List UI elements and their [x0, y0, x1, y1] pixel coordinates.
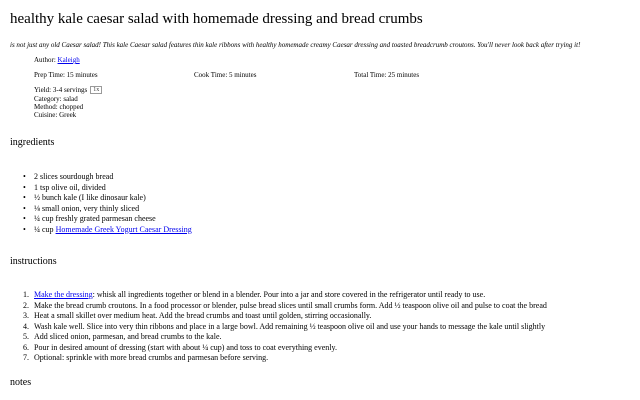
bullet-icon: •	[23, 224, 26, 234]
bullet-icon: •	[23, 193, 26, 202]
step-number: 4.	[23, 321, 29, 331]
step-number: 2.	[23, 300, 29, 310]
step-number: 5.	[23, 332, 29, 341]
recipe-title: healthy kale caesar salad with homemade dressing and bread crumbs	[10, 11, 423, 27]
instruction-step: 4. Wash kale well. Slice into very thin ribbons and place in a large bowl. Add remaining ½ teaspoon olive oil and use your hands to message the kale until slightly	[23, 321, 546, 331]
ingredient-item: • 1 tsp olive oil, divided	[23, 182, 106, 192]
recipe-summary: is not just any old Caesar salad! This kale Caesar salad features thin kale ribbons with healthy homemade creamy Caesar dressing and toasted breadcrumb croutons. You'll never look back after trying it!	[10, 41, 581, 49]
author-link[interactable]: Kaleigh	[57, 56, 80, 64]
instruction-step: 3. Heat a small skillet over medium heat. Add the bread crumbs and toast until golden, stirring occasionally.	[23, 311, 372, 320]
bullet-icon: •	[23, 172, 26, 181]
instruction-step: 7. Optional: sprinkle with more bread crumbs and parmesan before serving.	[23, 353, 269, 362]
yield-text: Yield: 3-4 servings	[34, 86, 88, 94]
instructions-heading: instructions	[10, 256, 57, 267]
instruction-step: 5. Add sliced onion, parmesan, and bread crumbs to the kale.	[23, 332, 222, 341]
ingredient-item: • ¼ cup Homemade Greek Yogurt Caesar Dressing	[23, 224, 192, 234]
cook-time: Cook Time: 5 minutes	[194, 71, 257, 79]
ingredients-list	[0, 172, 192, 235]
ingredient-item: • ⅛ small onion, very thinly sliced	[23, 203, 140, 213]
instruction-step: 6. Pour in desired amount of dressing (start with about ¼ cup) and toss to coat everything evenly.	[23, 342, 337, 352]
total-time: Total Time: 25 minutes	[354, 71, 420, 79]
notes-heading: notes	[10, 377, 32, 388]
method: Method: chopped	[34, 103, 84, 111]
scale-1x-button[interactable]: 1x	[90, 86, 102, 94]
step-number: 3.	[23, 311, 29, 320]
ingredient-item: • ¼ cup freshly grated parmesan cheese	[23, 214, 156, 223]
ingredients-heading: ingredients	[10, 137, 55, 148]
step-number: 7.	[23, 353, 29, 362]
make-dressing-link[interactable]: Make the dressing	[34, 290, 93, 299]
step-number: 1.	[23, 290, 29, 299]
cuisine: Cuisine: Greek	[34, 111, 77, 119]
yield-line	[34, 86, 102, 94]
instruction-step: 2. Make the bread crumb croutons. In a food processor or blender, pulse bread slices until small crumbs form. Add ½ teaspoon olive oil and pulse to coat the bread	[23, 300, 547, 310]
bullet-icon: •	[23, 182, 26, 192]
instructions-list	[0, 290, 547, 364]
instruction-step: 1. Make the dressing: whisk all ingredients together or blend in a blender. Pour into a jar and store covered in the refrigerator until ready to use.	[23, 290, 486, 299]
category: Category: salad	[34, 95, 78, 103]
ingredient-item: • 2 slices sourdough bread	[23, 172, 114, 181]
author-label: Author:	[34, 56, 56, 64]
step-number: 6.	[23, 342, 29, 352]
bullet-icon: •	[23, 214, 26, 223]
bullet-icon: •	[23, 203, 26, 213]
author-line	[34, 56, 80, 64]
dressing-recipe-link[interactable]: Homemade Greek Yogurt Caesar Dressing	[55, 224, 192, 234]
ingredient-item: • ½ bunch kale (I like dinosaur kale)	[23, 193, 146, 202]
prep-time: Prep Time: 15 minutes	[34, 71, 98, 79]
